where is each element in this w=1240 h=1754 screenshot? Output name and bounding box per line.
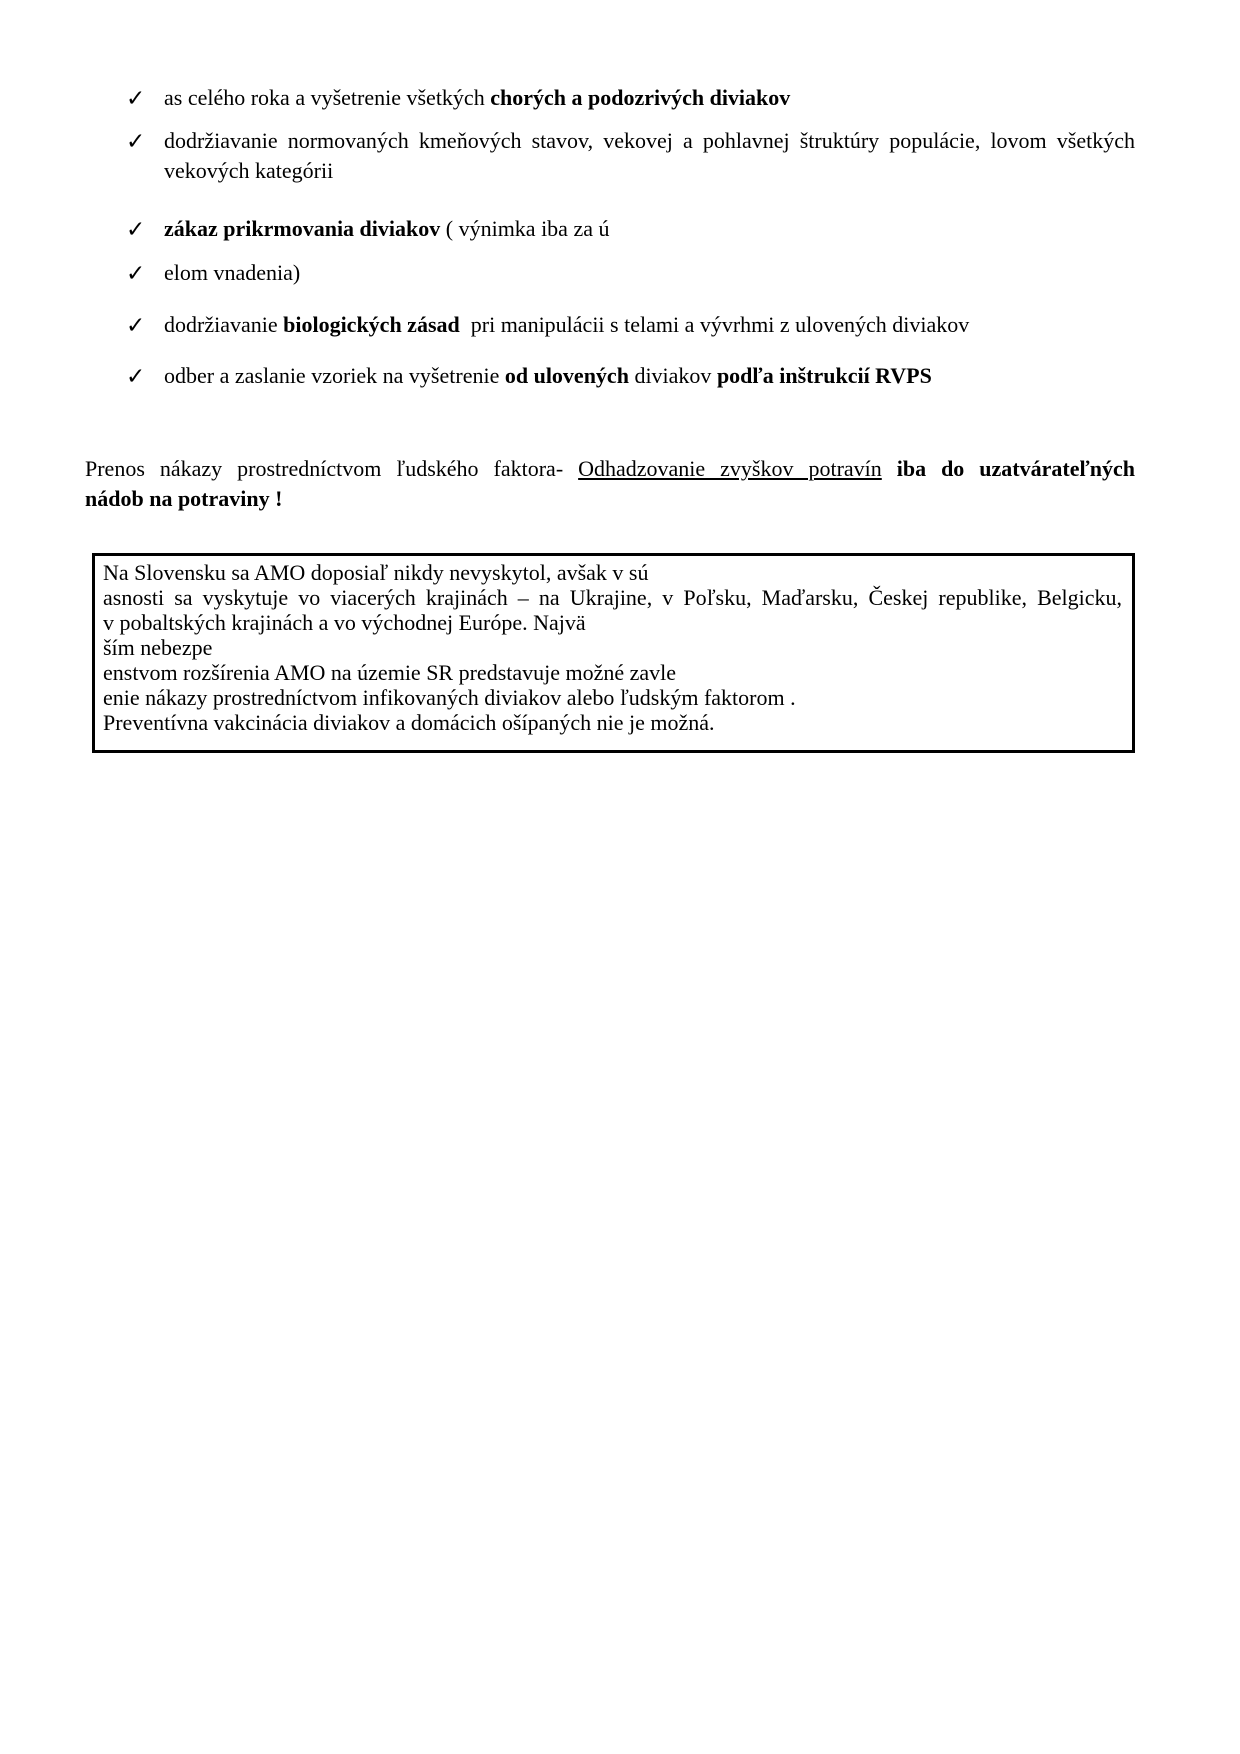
bullet-text-line [164, 214, 1135, 244]
paragraph-line [85, 484, 1135, 514]
text-segment-bold: iba do uzatvárateľných [881, 456, 1136, 481]
lead-paragraph [85, 454, 1135, 514]
info-box-line [103, 710, 1122, 735]
text-segment-bold: od ulovených [504, 363, 629, 388]
text-segment-bold: nádob na potraviny ! [85, 486, 283, 511]
check-icon: ✓ [126, 364, 146, 390]
text-segment: dodržiavanie [164, 312, 284, 337]
text-segment-bold: podľa inštrukcií RVPS [716, 363, 932, 388]
bullet-item [126, 361, 1135, 391]
text-segment: Prenos nákazy prostredníctvom ľudského faktora- [85, 456, 579, 481]
text-segment: asnosti sa vyskytuje vo viacerých krajinách – na Ukrajine, v Poľsku, Maďarsku, Českej republike, Belgicku, [103, 585, 1122, 610]
text-segment-bold: biologických zásad [283, 312, 460, 337]
bullet-item [126, 310, 1135, 340]
bullet-item [126, 214, 1135, 244]
bullet-item [126, 83, 1135, 113]
text-segment: ším nebezpe [103, 635, 213, 660]
info-box-line [103, 610, 1122, 635]
info-box [92, 553, 1135, 753]
info-box-line [103, 635, 1122, 660]
text-segment-bold: chorých a podozrivých diviakov [490, 85, 791, 110]
bullet-item [126, 126, 1135, 186]
check-icon: ✓ [126, 86, 146, 112]
text-segment: dodržiavanie normovaných kmeňových stavov, vekovej a pohlavnej štruktúry populácie, lovom všetkých [164, 128, 1135, 153]
text-segment-bold: zákaz prikrmovania diviakov [164, 216, 441, 241]
bullet-text-line [164, 361, 1135, 391]
check-icon: ✓ [126, 313, 146, 339]
text-segment: as celého roka a vyšetrenie všetkých [164, 85, 491, 110]
text-segment: vekových kategórii [164, 158, 334, 183]
check-icon: ✓ [126, 129, 146, 155]
text-segment-underline: Odhadzovanie zvyškov potravín [578, 456, 882, 481]
bullet-item [126, 258, 1135, 288]
info-box-line [103, 585, 1122, 610]
info-box-line [103, 685, 1122, 710]
text-segment: pri manipulácii s telami a vývrhmi z ulovených diviakov [459, 312, 970, 337]
bullet-text-line [164, 156, 1135, 186]
info-box-line [103, 560, 1122, 585]
text-segment: v pobaltských krajinách a vo východnej Európe. Najvä [103, 610, 586, 635]
bullet-text-line [164, 126, 1135, 156]
text-segment: enie nákazy prostredníctvom infikovaných diviakov alebo ľudským faktorom . [103, 685, 796, 710]
bullet-text-line [164, 310, 1135, 340]
check-icon: ✓ [126, 217, 146, 243]
info-box-line [103, 660, 1122, 685]
bullet-text-line [164, 258, 1135, 288]
check-icon: ✓ [126, 261, 146, 287]
text-segment: Na Slovensku sa AMO doposiaľ nikdy nevyskytol, avšak v sú [103, 560, 649, 585]
text-segment: elom vnadenia) [164, 260, 301, 285]
text-segment: diviakov [628, 363, 717, 388]
paragraph-line [85, 454, 1135, 484]
text-segment: enstvom rozšírenia AMO na územie SR predstavuje možné zavle [103, 660, 677, 685]
text-segment: Preventívna vakcinácia diviakov a domácich ošípaných nie je možná. [103, 710, 715, 735]
text-segment: odber a zaslanie vzoriek na vyšetrenie [164, 363, 505, 388]
bullet-text-line [164, 83, 1135, 113]
text-segment: ( výnimka iba za ú [440, 216, 610, 241]
